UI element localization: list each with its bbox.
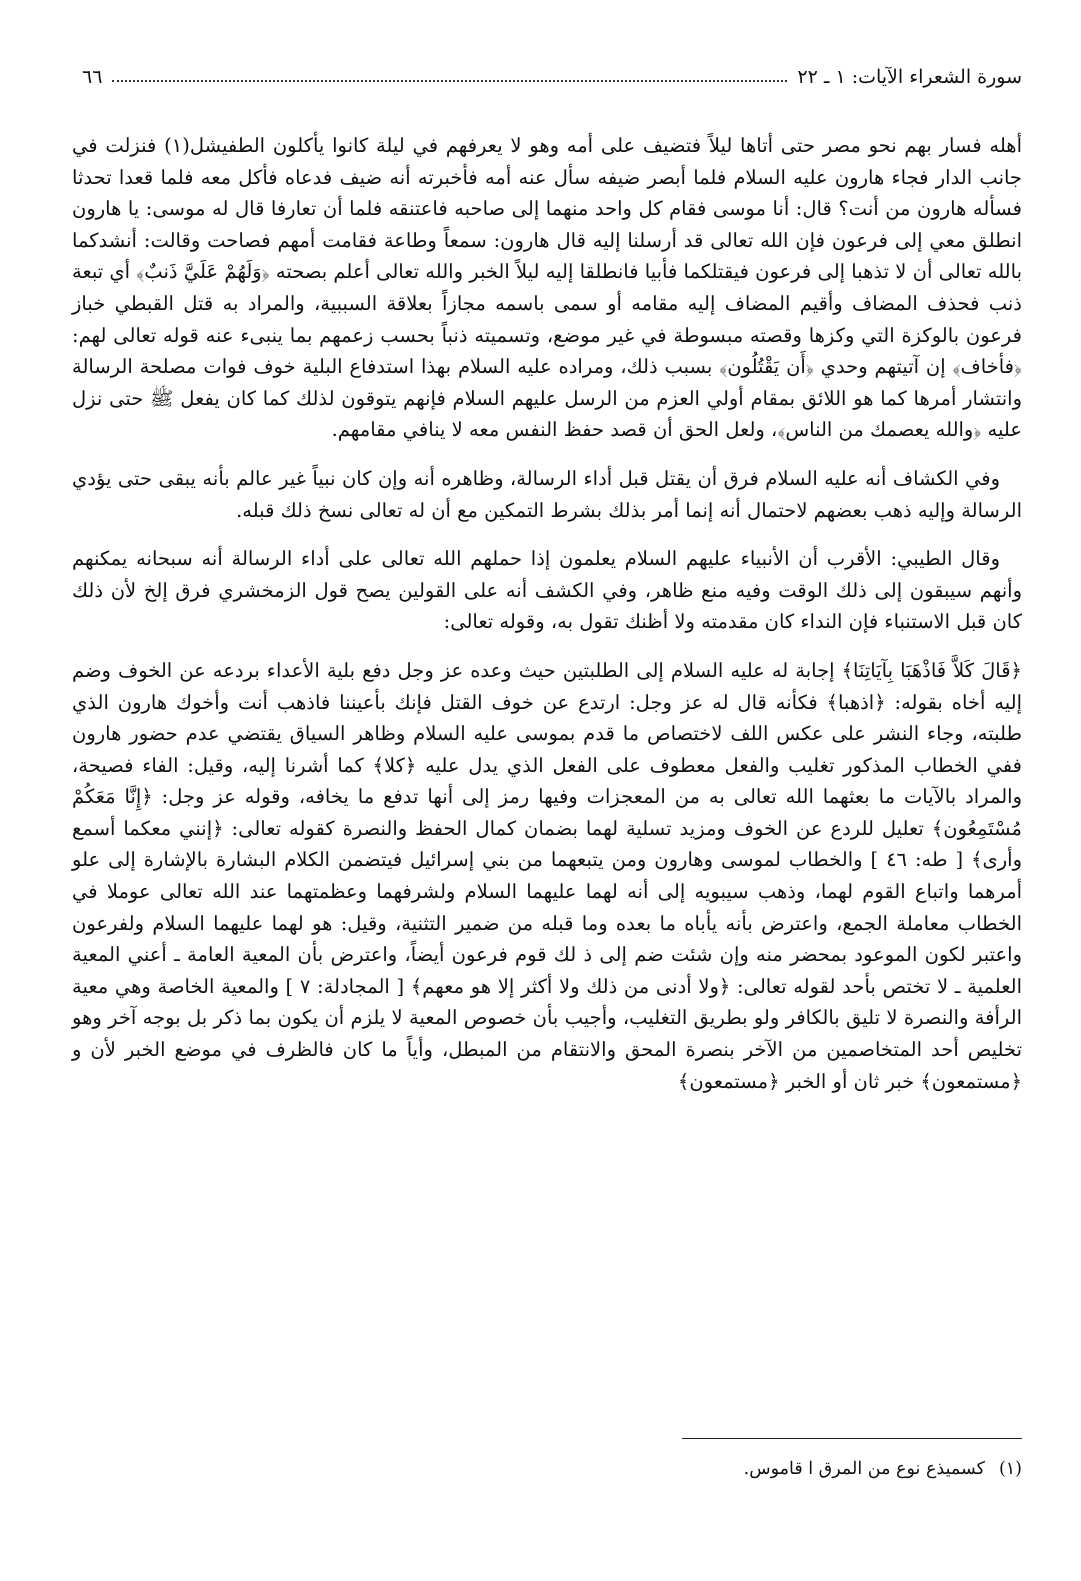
running-header: [72, 60, 1022, 94]
paragraph-2: وفي الكشاف أنه عليه السلام فرق أن يقتل قبل أداء الرسالة، وظاهره أنه وإن كان نبياً غير عالم بأنه يبقى حتى يؤدي الرسالة وإليه ذهب بعضهم لاحتمال أنه إنما أمر بذلك بشرط التمكين مع أن له تعالى نسخ ذلك قبله.: [72, 466, 1022, 522]
footnote-marker: (١): [998, 1459, 1022, 1479]
running-title: سورة الشعراء الآيات: ١ ـ ٢٢: [797, 66, 1022, 88]
paragraph-1: أهله فسار بهم نحو مصر حتى أتاها ليلاً فتضيف على أمه وهو لا يعرفهم في ليلة كانوا يأكلون الطفيشل(١) فنزلت في جانب الدار فجاء هارون عليه السلام فلما أبصر ضيفه سأل عنه أمه فأخبرته أنه ضيف فدعاه فأكل معه فلما قعدا تحدثا فسأله هارون من أنت؟ قال: أنا موسى فقام كل واحد منهما إلى صاحبه فاعتنقه فلما أن تعارفا قال له موسى: يا هارون انطلق معي إلى فرعون فإن الله تعالى قد أرسلنا إليه قال هارون: سمعاً وطاعة فقامت أمهم فصاحت وقالت: أنشدكما بالله تعالى أن لا تذهبا إلى فرعون فيقتلكما فأبيا فانطلقا إليه ليلاً الخبر والله تعالى أعلم بصحته ﴿وَلَهُمْ عَلَيَّ ذَنبٌ﴾ أي تبعة ذنب فحذف المضاف وأقيم المضاف إليه مقامه أو سمى باسمه مجازاً بعلاقة السببية، والمراد به قتل القبطي خباز فرعون بالوكزة التي وكزها وقصته مبسوطة في غير موضع، وتسميته ذنباً بحسب زعمهم بما ينبىء عنه قوله تعالى لهم: ﴿فأخاف﴾ إن آتيتهم وحدي ﴿أَن يَقْتُلُون﴾ بسبب ذلك، ومراده عليه السلام بهذا استدفاع البلية خوف فوات مصلحة الرسالة وانتشار أمرها كما هو اللائق بمقام أولي العزم من الرسل عليهم السلام فإنهم يتوقون لذلك كما كان يفعل ﷺ حتى نزل عليه ﴿والله يعصمك من الناس﴾، ولعل الحق أن قصد حفظ النفس معه لا ينافي مقامهم.: [72, 134, 1022, 442]
paragraph-3: وقال الطيبي: الأقرب أن الأنبياء عليهم السلام يعلمون إذا حملهم الله تعالى على أداء الرسالة أنه سبحانه يمكنهم وأنهم سيبقون إلى ذلك الوقت وفيه منع ظاهر، وفي الكشف أنه على القولين يصح قول الزمخشري فرق إلخ لأن ذلك كان قبل الاستنباء فإن النداء كان مقدمته ولا أظنك تقول به، وقوله تعالى:: [72, 547, 1022, 634]
book-page: [72, 60, 1022, 1530]
page-body: [72, 130, 1022, 1097]
footnote: [744, 1456, 1022, 1482]
paragraph-4: ﴿قَالَ كَلاَّ فَاذْهَبَا بِآيَاتِنَا﴾ إجابة له عليه السلام إلى الطلبتين حيث وعده عز وجل دفع بلية الأعداء بردعه عن الخوف وضم إليه أخاه بقوله: ﴿اذهبا﴾ فكأنه قال له عز وجل: ارتدع عن خوف القتل فإنك بأعيننا فاذهب أنت وأخوك هارون الذي طلبته، وجاء النشر على عكس اللف لاختصاص ما قدم بموسى عليه السلام وظاهر السياق يقتضي عدم حضور هارون ففي الخطاب المذكور تغليب والفعل معطوف على الفعل الذي يدل عليه ﴿كلا﴾ كما أشرنا إليه، وقيل: الفاء فصيحة، والمراد بالآيات ما بعثهما الله تعالى به من المعجزات وفيها رمز إلى أنها تدفع ما يخافه، وقوله عز وجل: ﴿إِنَّا مَعَكُمْ مُسْتَمِعُون﴾ تعليل للردع عن الخوف ومزيد تسلية لهما بضمان كمال الحفظ والنصرة كقوله تعالى: ﴿إنني معكما أسمع وأرى﴾ [ طه: ٤٦ ] والخطاب لموسى وهارون ومن يتبعهما من بني إسرائيل فيتضمن الكلام البشارة بالإشارة إلى علو أمرهما واتباع القوم لهما، وذهب سيبويه إلى أنه لهما عليهما السلام ولشرفهما وعظمتهما عند الله تعالى عوملا في الخطاب معاملة الجمع، واعترض بأنه يأباه ما بعده وما قبله من ضمير التثنية، وقيل: هو لهما عليهما السلام ولفرعون واعتبر لكون الموعود بمحضر منه وإن شئت ضم إلى ذ لك قوم فرعون أيضاً، واعترض بأن المعية العامة ـ أعني المعية العلمية ـ لا تختص بأحد لقوله تعالى: ﴿ولا أدنى من ذلك ولا أكثر إلا هو معهم﴾ [ المجادلة: ٧ ] والمعية الخاصة وهي معية الرأفة والنصرة لا تليق بالكافر ولو بطريق التغليب، وأجيب بأن خصوص المعية لا يلزم أن يكون بما ذكر بل بوجه آخر وهو تخليص أحد المتخاصمين من الآخر بنصرة المحق والانتقام من المبطل، وأياً ما كان فالظرف في موضع الخبر لأن و ﴿مستمعون﴾ خبر ثان أو الخبر ﴿مستمعون﴾: [72, 658, 1023, 1093]
footnote-text: كسميذع نوع من المرق ا قاموس.: [743, 1459, 985, 1479]
leader-dots: [112, 80, 787, 82]
page-number: ٦٦: [82, 66, 103, 88]
footnote-divider: [682, 1438, 1022, 1439]
